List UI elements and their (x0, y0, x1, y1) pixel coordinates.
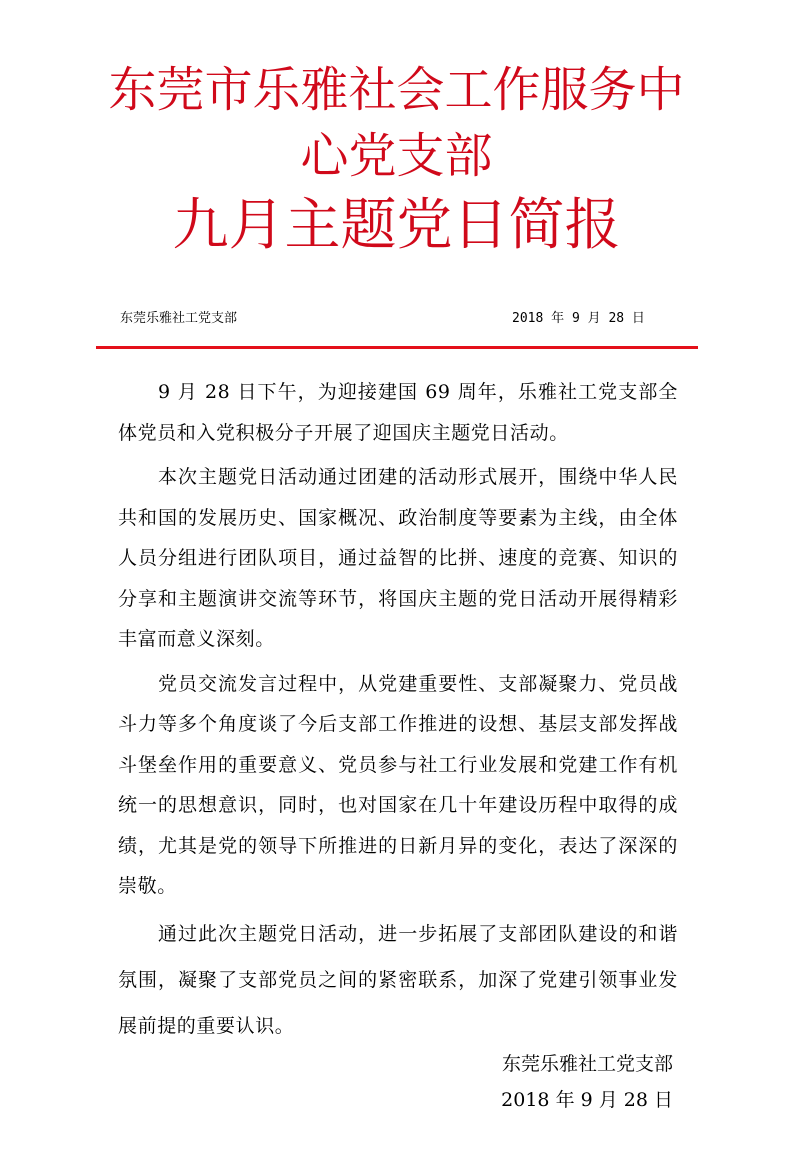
paragraph-1: 9 月 28 日下午，为迎接建国 69 周年，乐雅社工党支部全体党员和入党积极分子开展了迎国庆主题党日活动。 (118, 381, 678, 444)
bulletin-body (118, 372, 678, 1049)
title-line-2: 心党支部 (300, 128, 493, 184)
title-line-1: 东莞市乐雅社会工作服务中 (108, 62, 685, 118)
issue-date: 2018 年 9 月 28 日 (512, 311, 645, 326)
paragraph-4: 通过此次主题党日活动，进一步拓展了支部团队建设的和谐氛围，凝聚了支部党员之间的紧密联系，加深了党建引领事业发展前提的重要认识。 (118, 922, 678, 1037)
signature-date: 2018 年 9 月 28 日 (501, 1089, 673, 1111)
issuer-label: 东莞乐雅社工党支部 (120, 311, 238, 326)
paragraph-3: 党员交流发言过程中，从党建重要性、支部凝聚力、党员战斗力等多个角度谈了今后支部工作推进的设想、基层支部发挥战斗堡垒作用的重要意义、党员参与社工行业发展和党建工作有机统一的思想意识，同时，也对国家在几十年建设历程中取得的成绩，尤其是党的领导下所推进的日新月异的变化，表达了深深的崇敬。 (118, 672, 678, 897)
paragraph-2: 本次主题党日活动通过团建的活动形式展开，围绕中华人民共和国的发展历史、国家概况、政治制度等要素为主线，由全体人员分组进行团队项目，通过益智的比拼、速度的竞赛、知识的分享和主题演讲交流等环节，将国庆主题的党日活动开展得精彩丰富而意义深刻。 (118, 466, 678, 650)
red-divider-rule (96, 346, 698, 349)
bulletin-title: 九月主题党日简报 (172, 193, 621, 258)
signature-org: 东莞乐雅社工党支部 (501, 1053, 673, 1075)
